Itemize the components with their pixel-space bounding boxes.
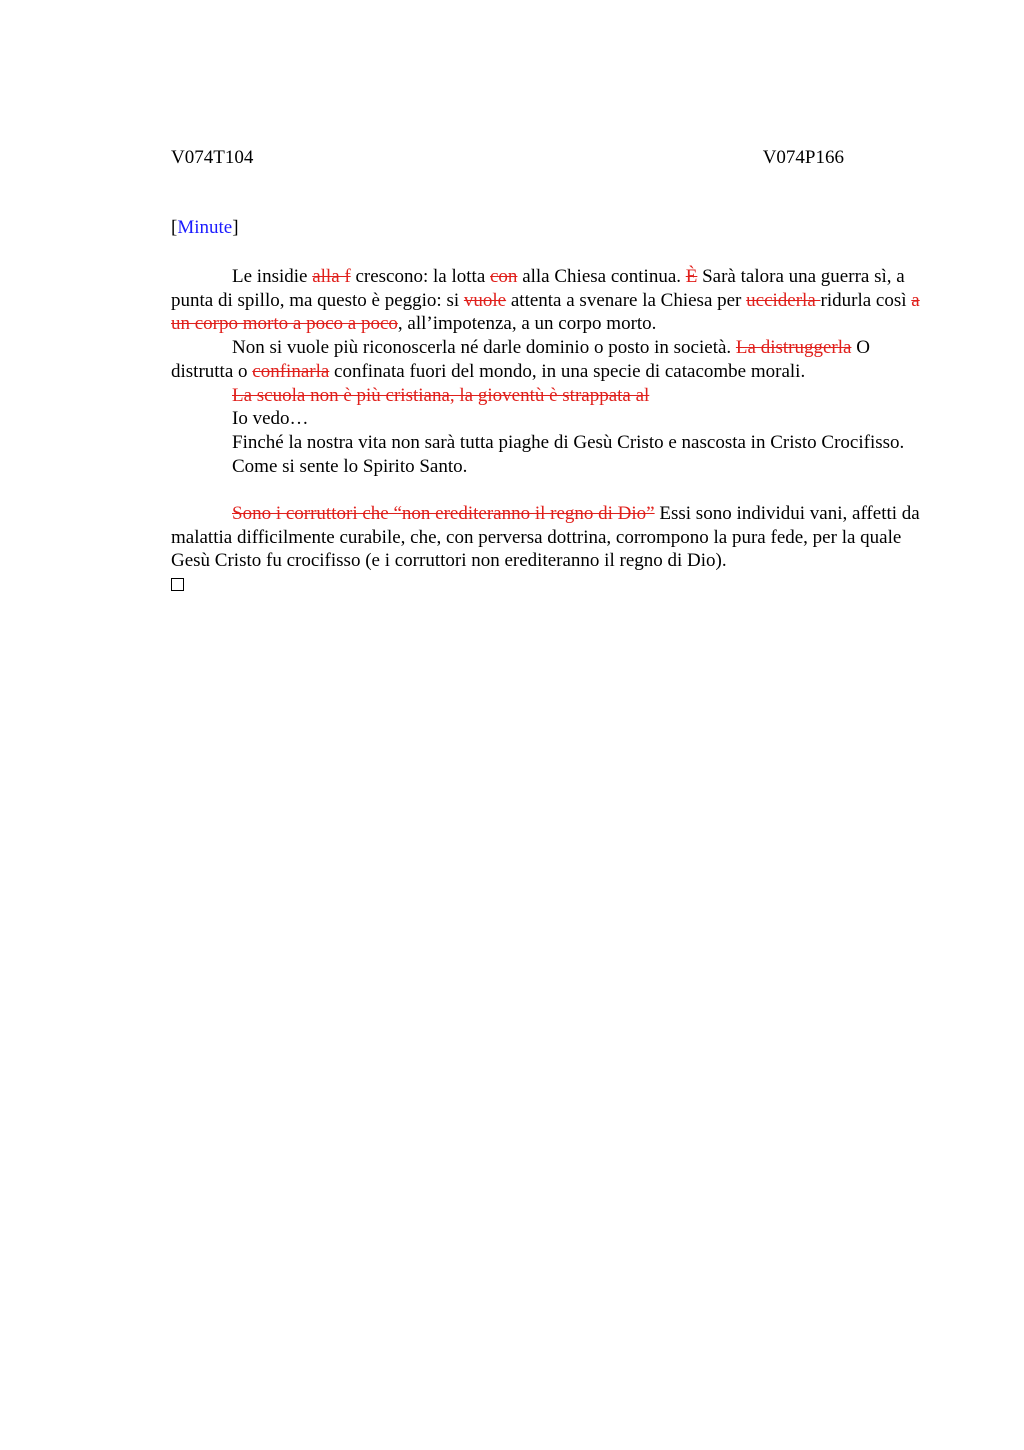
text-run: Le insidie <box>232 266 313 287</box>
text-run: Finché la nostra vita non sarà tutta piaghe di Gesù Cristo e nascosta in Cristo Crocifisso. <box>232 431 905 453</box>
paragraph-2 <box>171 336 931 383</box>
deleted-text: a un corpo morto a poco a poco <box>171 289 920 335</box>
paragraph-4 <box>171 407 931 431</box>
empty-square-icon <box>171 578 184 591</box>
deleted-text: alla f <box>312 266 351 287</box>
document-body <box>171 265 931 598</box>
end-marker <box>171 573 931 598</box>
paragraph-6 <box>171 455 931 479</box>
text-run: Io vedo… <box>232 408 309 430</box>
document-header <box>171 147 844 171</box>
text-run: ridurla così <box>820 289 912 311</box>
paragraph-5 <box>171 431 931 455</box>
paragraph-1 <box>171 265 931 336</box>
paragraph-3 <box>171 384 931 408</box>
text-run: Non si vuole più riconoscerla né darle dominio o posto in società. <box>232 337 736 359</box>
text-run: O distrutta o <box>171 337 870 382</box>
blank-line <box>171 478 931 502</box>
text-run: , all’impotenza, a un corpo morto. <box>397 313 657 335</box>
minute-link[interactable]: Minute <box>177 217 233 238</box>
deleted-text: È <box>685 266 698 287</box>
deleted-text: Sono i corruttori che “non erediteranno il regno di Dio” <box>232 503 655 525</box>
section-heading <box>171 217 239 239</box>
text-run: confinata fuori del mondo, in una specie di catacombe morali. <box>329 360 806 382</box>
deleted-text: La distruggerla <box>735 337 852 359</box>
volume-page-code: V074P166 <box>762 147 844 168</box>
text-run: attenta a svenare la Chiesa per <box>506 289 747 311</box>
text-run: Sarà talora una guerra sì, a punta di spillo, ma questo è peggio: si <box>171 266 905 311</box>
deleted-text: ucciderla <box>746 289 821 311</box>
volume-text-code: V074T104 <box>171 147 254 168</box>
text-run: Come si sente lo Spirito Santo. <box>232 455 468 477</box>
open-bracket: [ <box>171 217 178 238</box>
close-bracket: ] <box>232 217 239 238</box>
text-run: crescono: la lotta <box>350 266 490 287</box>
deleted-text: con <box>490 266 518 287</box>
text-run: Essi sono individui vani, affetti da malattia difficilmente curabile, che, con perversa dottrina, corrompono la pura fede, per la quale Gesù Cristo fu crocifisso (e i corruttori non erediteranno il regno di Dio). <box>171 503 920 572</box>
text-run: alla Chiesa continua. <box>517 266 686 287</box>
paragraph-7 <box>171 502 931 573</box>
deleted-text: vuole <box>463 289 507 311</box>
deleted-text: confinarla <box>252 360 330 382</box>
deleted-text: La scuola non è più cristiana, la gioventù è strappata al <box>232 384 650 406</box>
